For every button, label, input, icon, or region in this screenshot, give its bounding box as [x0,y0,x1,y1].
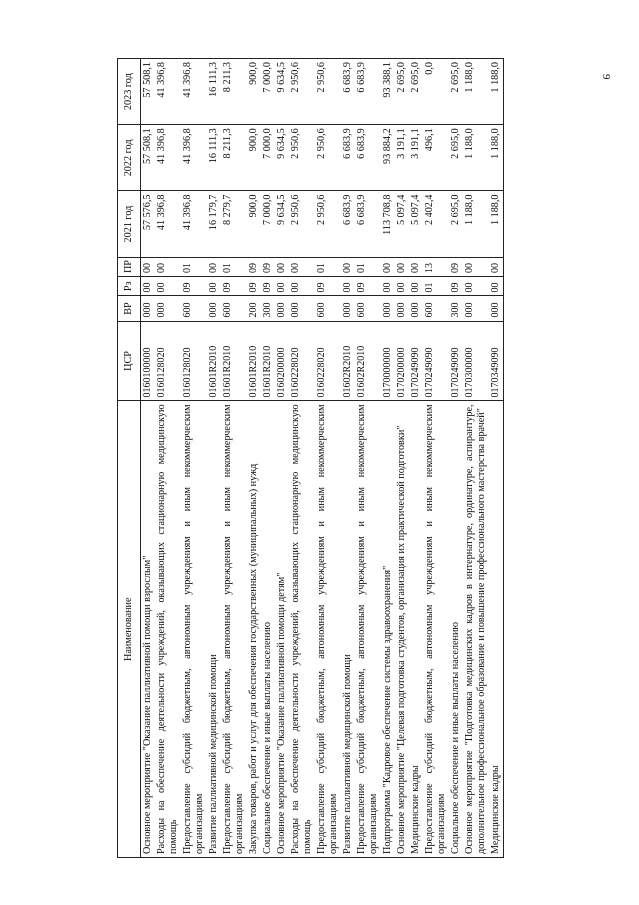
cell-y2022: 2 950,6 [315,125,341,191]
cell-pr: 09 [247,257,261,276]
cell-y2022: 9 634,5 [275,125,289,191]
cell-name: Основное мероприятие "Оказание паллиативной помощи взрослым" [141,401,156,858]
cell-y2021: 113 708,8 [381,191,395,257]
cell-y2022: 8 211,3 [221,125,247,191]
cell-vr: 000 [409,296,423,321]
table-row [275,59,289,858]
cell-csr: 01602R2010 [355,321,381,401]
table-row [247,59,261,858]
cell-y2023: 2 695,0 [409,59,423,125]
table-row [289,59,315,858]
cell-pr: 00 [409,257,423,276]
table-row [315,59,341,858]
table-row [261,59,275,858]
cell-y2021: 2 695,0 [449,191,463,257]
budget-table-rotated [117,58,637,858]
cell-y2022: 16 111,3 [207,125,221,191]
cell-csr: 0170349090 [489,321,504,401]
cell-y2022: 2 695,0 [449,125,463,191]
cell-name: Основное мероприятие "Подготовка медицинских кадров в интернатуре, ординатуре, аспирантуре, дополнительное профессиональное образование и повышение профессионального мастерства врачей" [463,401,489,858]
cell-pr: 01 [355,257,381,276]
cell-pr: 00 [207,257,221,276]
header-2021: 2021 год [118,191,141,257]
cell-csr: 01601R2010 [221,321,247,401]
cell-pr: 00 [381,257,395,276]
cell-y2021: 41 396,8 [181,191,207,257]
cell-y2021: 8 279,7 [221,191,247,257]
cell-y2021: 6 683,9 [355,191,381,257]
header-2023: 2023 год [118,59,141,125]
cell-y2022: 6 683,9 [355,125,381,191]
cell-pr: 00 [463,257,489,276]
cell-y2023: 93 388,1 [381,59,395,125]
cell-name: Социальное обеспечение и иные выплаты населению [449,401,463,858]
cell-name: Развитие паллиативной медицинской помощи [341,401,355,858]
cell-rz: 09 [315,277,341,296]
cell-y2023: 2 950,6 [315,59,341,125]
cell-y2021: 7 000,0 [261,191,275,257]
cell-csr: 0160128020 [181,321,207,401]
cell-name: Развитие паллиативной медицинской помощи [207,401,221,858]
cell-y2022: 57 508,1 [141,125,156,191]
cell-name: Предоставление субсидий бюджетным, автономным учреждениям и иным некоммерческим организациям [315,401,341,858]
cell-y2021: 2 402,4 [423,191,449,257]
cell-csr: 0170300000 [463,321,489,401]
cell-y2023: 8 211,3 [221,59,247,125]
cell-rz: 00 [275,277,289,296]
cell-vr: 600 [355,296,381,321]
table-row [141,59,156,858]
cell-y2021: 5 097,4 [395,191,409,257]
cell-pr: 00 [489,257,504,276]
cell-y2023: 2 950,6 [289,59,315,125]
cell-pr: 09 [449,257,463,276]
cell-pr: 00 [341,257,355,276]
cell-pr: 01 [221,257,247,276]
cell-y2022: 900,0 [247,125,261,191]
cell-csr: 0170249090 [423,321,449,401]
cell-y2021: 2 950,6 [289,191,315,257]
cell-y2021: 16 179,7 [207,191,221,257]
header-rz: Рз [118,277,141,296]
table-body [141,59,504,858]
cell-pr: 01 [315,257,341,276]
table-row [181,59,207,858]
cell-y2023: 9 634,5 [275,59,289,125]
cell-vr: 000 [141,296,156,321]
cell-vr: 600 [181,296,207,321]
cell-rz: 09 [221,277,247,296]
cell-name: Медицинские кадры [409,401,423,858]
cell-vr: 000 [207,296,221,321]
cell-rz: 00 [395,277,409,296]
cell-vr: 000 [155,296,181,321]
cell-y2023: 7 000,0 [261,59,275,125]
cell-vr: 000 [381,296,395,321]
cell-y2022: 1 188,0 [489,125,504,191]
cell-y2022: 3 191,1 [409,125,423,191]
table-row [155,59,181,858]
page-number: 9 [600,74,612,80]
cell-name: Закупка товаров, работ и услуг для обеспечения государственных (муниципальных) нужд [247,401,261,858]
cell-pr: 00 [155,257,181,276]
cell-vr: 300 [261,296,275,321]
cell-pr: 00 [395,257,409,276]
cell-name: Основное мероприятие "Оказание паллиативной помощи детям" [275,401,289,858]
cell-y2023: 6 683,9 [341,59,355,125]
cell-name: Предоставление субсидий бюджетным, автономным учреждениям и иным некоммерческим организациям [355,401,381,858]
header-vr: ВР [118,296,141,321]
cell-vr: 200 [247,296,261,321]
cell-y2022: 2 950,6 [289,125,315,191]
cell-csr: 0160228020 [289,321,315,401]
cell-pr: 13 [423,257,449,276]
cell-csr: 0160100000 [141,321,156,401]
header-csr: ЦСР [118,321,141,401]
cell-y2023: 1 188,0 [489,59,504,125]
cell-y2023: 0,0 [423,59,449,125]
table-row [463,59,489,858]
cell-name: Социальное обеспечение и иные выплаты населению [261,401,275,858]
cell-rz: 09 [247,277,261,296]
cell-y2022: 6 683,9 [341,125,355,191]
cell-name: Предоставление субсидий бюджетным, автономным учреждениям и иным некоммерческим организациям [221,401,247,858]
cell-y2023: 2 695,0 [395,59,409,125]
cell-csr: 0170200000 [395,321,409,401]
cell-csr: 0160228020 [315,321,341,401]
cell-csr: 01602R2010 [341,321,355,401]
cell-csr: 0170000000 [381,321,395,401]
table-row [355,59,381,858]
cell-pr: 00 [289,257,315,276]
cell-csr: 01601R2010 [247,321,261,401]
cell-y2023: 6 683,9 [355,59,381,125]
header-name: Наименование [118,401,141,858]
table-row [395,59,409,858]
cell-y2023: 57 508,1 [141,59,156,125]
cell-y2023: 1 188,0 [463,59,489,125]
cell-y2021: 41 396,8 [155,191,181,257]
header-2022: 2022 год [118,125,141,191]
cell-rz: 00 [489,277,504,296]
cell-vr: 000 [341,296,355,321]
table-row [221,59,247,858]
cell-csr: 0170249090 [409,321,423,401]
cell-rz: 09 [181,277,207,296]
cell-vr: 000 [489,296,504,321]
cell-name: Подпрограмма "Кадровое обеспечение системы здравоохранения" [381,401,395,858]
cell-rz: 09 [261,277,275,296]
cell-rz: 00 [155,277,181,296]
table-row [489,59,504,858]
cell-pr: 09 [261,257,275,276]
cell-y2022: 3 191,1 [395,125,409,191]
cell-vr: 300 [449,296,463,321]
cell-y2021: 900,0 [247,191,261,257]
cell-csr: 0160200000 [275,321,289,401]
cell-y2022: 41 396,8 [181,125,207,191]
cell-rz: 09 [355,277,381,296]
cell-vr: 600 [315,296,341,321]
cell-y2021: 2 950,6 [315,191,341,257]
cell-rz: 00 [463,277,489,296]
cell-vr: 000 [275,296,289,321]
table-header-row [118,59,141,858]
cell-y2021: 6 683,9 [341,191,355,257]
cell-rz: 00 [409,277,423,296]
cell-rz: 00 [381,277,395,296]
budget-table [117,58,504,858]
header-pr: ПР [118,257,141,276]
cell-y2021: 9 634,5 [275,191,289,257]
cell-name: Расходы на обеспечение деятельности учреждений, оказывающих стационарную медицинскую помощь [289,401,315,858]
cell-rz: 00 [341,277,355,296]
cell-y2023: 16 111,3 [207,59,221,125]
cell-csr: 0160128020 [155,321,181,401]
cell-rz: 01 [423,277,449,296]
cell-csr: 0170249090 [449,321,463,401]
cell-rz: 00 [141,277,156,296]
cell-y2021: 1 188,0 [489,191,504,257]
cell-pr: 00 [141,257,156,276]
cell-y2021: 5 097,4 [409,191,423,257]
cell-y2022: 93 884,2 [381,125,395,191]
cell-y2021: 57 576,5 [141,191,156,257]
cell-name: Расходы на обеспечение деятельности учреждений, оказывающих стационарную медицинскую помощь [155,401,181,858]
cell-name: Предоставление субсидий бюджетным, автономным учреждениям и иным некоммерческим организациям [181,401,207,858]
cell-name: Основное мероприятие "Целевая подготовка студентов, организация их практической подготовки" [395,401,409,858]
cell-name: Медицинские кадры [489,401,504,858]
cell-name: Предоставление субсидий бюджетным, автономным учреждениям и иным некоммерческим организациям [423,401,449,858]
cell-y2022: 7 000,0 [261,125,275,191]
cell-y2023: 41 396,8 [155,59,181,125]
cell-vr: 000 [463,296,489,321]
cell-csr: 01601R2010 [261,321,275,401]
table-row [381,59,395,858]
cell-vr: 600 [221,296,247,321]
cell-y2023: 2 695,0 [449,59,463,125]
table-row [207,59,221,858]
table-row [449,59,463,858]
cell-y2023: 41 396,8 [181,59,207,125]
cell-y2022: 496,1 [423,125,449,191]
table-row [409,59,423,858]
cell-vr: 000 [395,296,409,321]
cell-csr: 01601R2010 [207,321,221,401]
cell-rz: 00 [289,277,315,296]
cell-vr: 600 [423,296,449,321]
cell-y2021: 1 188,0 [463,191,489,257]
cell-rz: 09 [449,277,463,296]
cell-rz: 00 [207,277,221,296]
cell-pr: 00 [275,257,289,276]
cell-y2022: 41 396,8 [155,125,181,191]
cell-y2023: 900,0 [247,59,261,125]
table-row [423,59,449,858]
cell-vr: 000 [289,296,315,321]
table-row [341,59,355,858]
cell-y2022: 1 188,0 [463,125,489,191]
cell-pr: 01 [181,257,207,276]
